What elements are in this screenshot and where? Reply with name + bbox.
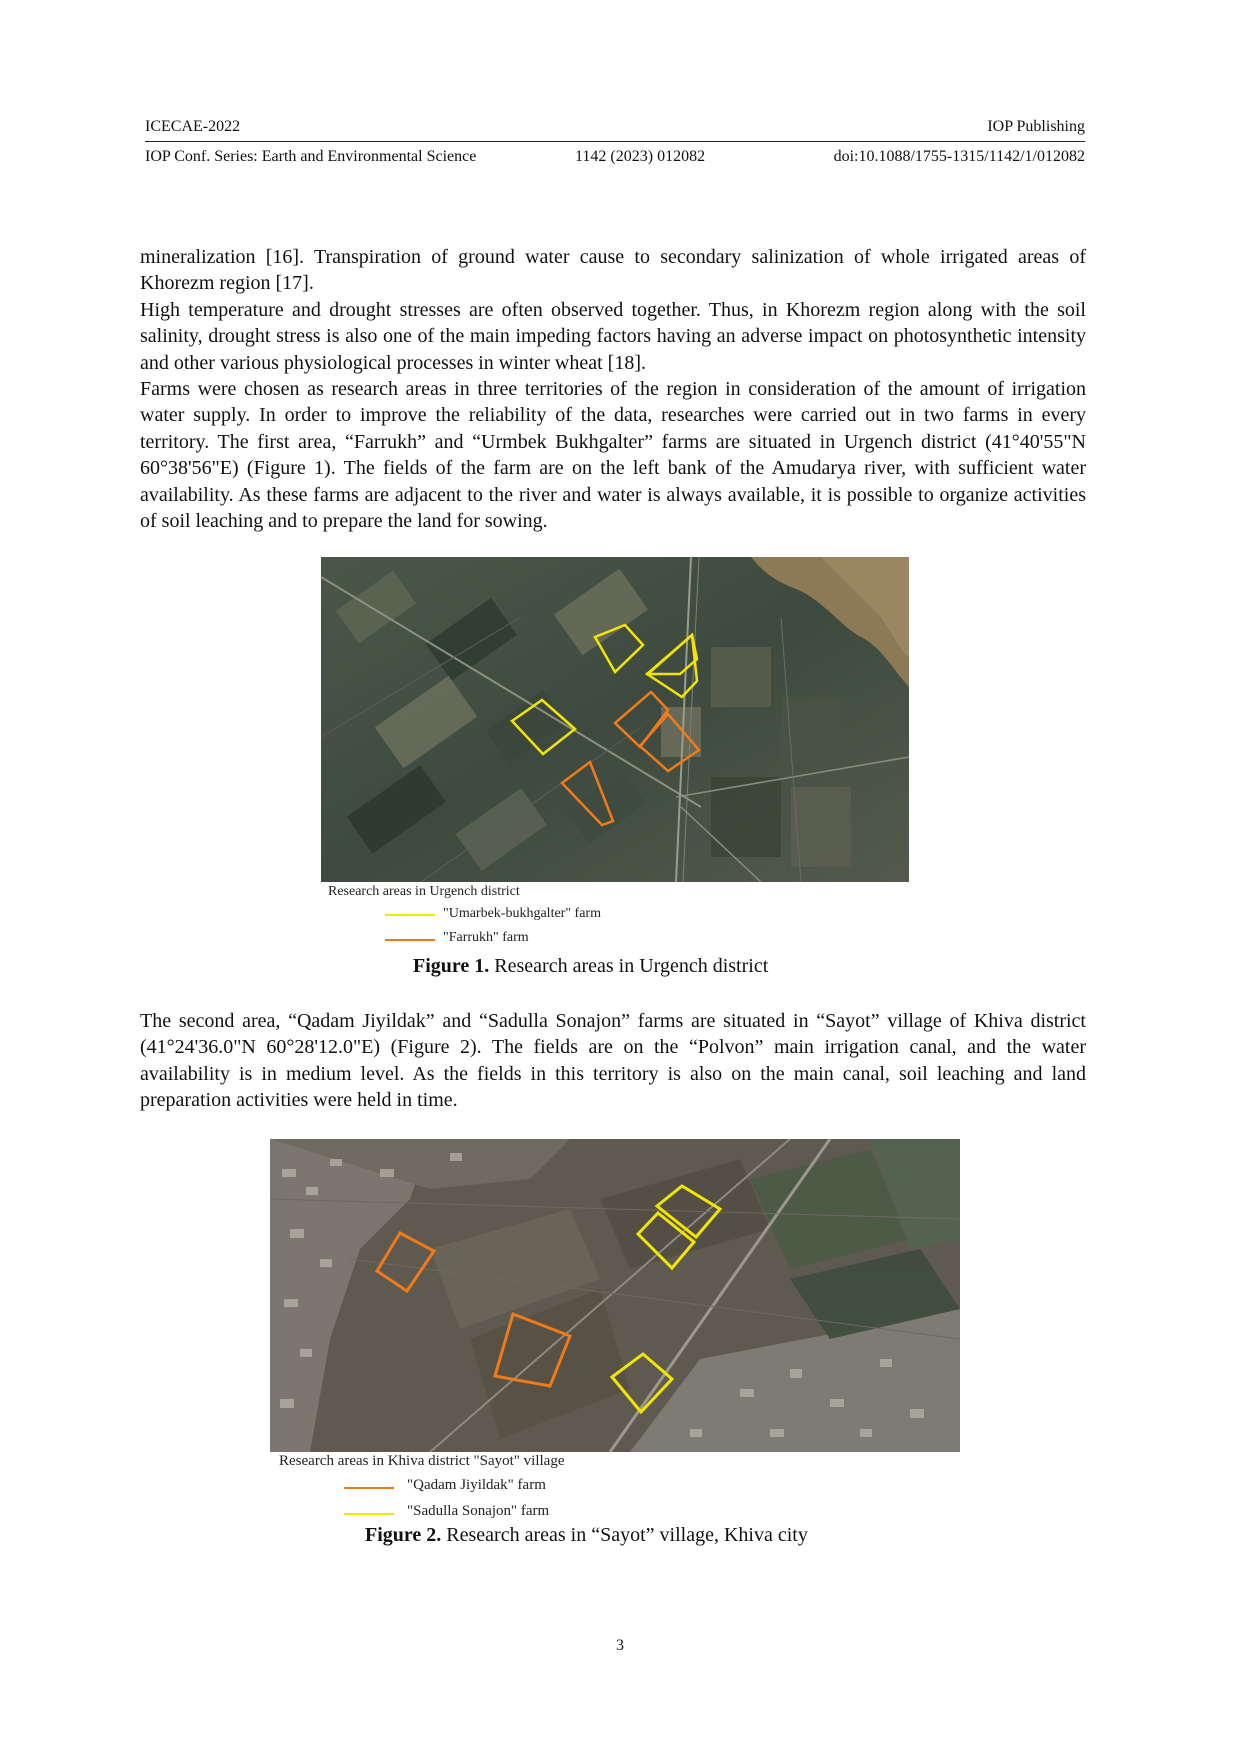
paragraph-second-area: The second area, “Qadam Jiyildak” and “Sadulla Sonajon” farms are situated in “Sayot” village of Khiva district (41°24'36.0"N 60°28'12.0"E) (Figure 2). The fields are on the “Polvon” main irrigation canal, and the water availability is in medium level. As the fields in this territory is also on the main canal, soil leaching and land preparation activities were held in time. bbox=[140, 1010, 1086, 1112]
journal-series: IOP Conf. Series: Earth and Environmental Science bbox=[145, 148, 477, 165]
publisher-name: IOP Publishing bbox=[987, 118, 1085, 135]
figure-2-satellite-image bbox=[270, 1139, 960, 1452]
figure-2-legend-title: Research areas in Khiva district "Sayot" village bbox=[279, 1453, 565, 1469]
figure-2-caption bbox=[365, 1524, 808, 1547]
figure-1-satellite-image bbox=[321, 557, 909, 882]
legend-swatch-farrukh bbox=[385, 939, 435, 941]
volume-info: 1142 (2023) 012082 bbox=[575, 148, 706, 165]
header-rule bbox=[145, 141, 1085, 142]
legend-label-farrukh: "Farrukh" farm bbox=[443, 930, 529, 945]
legend-label-sadulla: "Sadulla Sonajon" farm bbox=[407, 1503, 550, 1519]
figure-2-caption-label: Figure 2. bbox=[365, 1524, 442, 1546]
running-header-top bbox=[145, 118, 1085, 140]
legend-label-umarbek: "Umarbek-bukhgalter" farm bbox=[443, 906, 601, 921]
paragraph-drought: High temperature and drought stresses are often observed together. Thus, in Khorezm region along with the soil salinity, drought stress is also one of the main impeding factors having an adverse impact on photosynthetic intensity and other various physiological processes in winter wheat [18]. bbox=[140, 299, 1086, 374]
figure-2-legend bbox=[279, 1453, 739, 1519]
legend-swatch-umarbek bbox=[385, 914, 435, 916]
paragraph-first-area: Farms were chosen as research areas in three territories of the region in consideration of the amount of irrigation water supply. In order to improve the reliability of the data, researches were carried out in two farms in every territory. The first area, “Farrukh” and “Urmbek Bukhgalter” farms are situated in Urgench district (41°40'55"N 60°38'56"E) (Figure 1). The fields of the farm are on the left bank of the Amudarya river, with sufficient water availability. As these farms are adjacent to the river and water is always available, it is possible to organize activities of soil leaching and to prepare the land for sowing. bbox=[140, 378, 1086, 533]
legend-label-qadam: "Qadam Jiyildak" farm bbox=[407, 1477, 546, 1493]
figure-1-caption bbox=[413, 955, 768, 978]
figure-2-caption-text: Research areas in “Sayot” village, Khiva city bbox=[441, 1524, 808, 1546]
doi-text: doi:10.1088/1755-1315/1142/1/012082 bbox=[833, 148, 1085, 165]
legend-swatch-sadulla bbox=[344, 1513, 394, 1515]
conference-name: ICECAE-2022 bbox=[145, 118, 241, 135]
running-header-bottom bbox=[145, 148, 1085, 170]
figure-1-legend bbox=[328, 884, 748, 950]
legend-swatch-qadam bbox=[344, 1487, 394, 1489]
figure-1-caption-label: Figure 1. bbox=[413, 955, 490, 977]
paragraph-mineralization: mineralization [16]. Transpiration of ground water cause to secondary salinization of whole irrigated areas of Khorezm region [17]. bbox=[140, 246, 1086, 295]
figure-1-caption-text: Research areas in Urgench district bbox=[489, 955, 769, 977]
page-number: 3 bbox=[616, 1637, 624, 1654]
figure-1-legend-title: Research areas in Urgench district bbox=[328, 884, 520, 899]
